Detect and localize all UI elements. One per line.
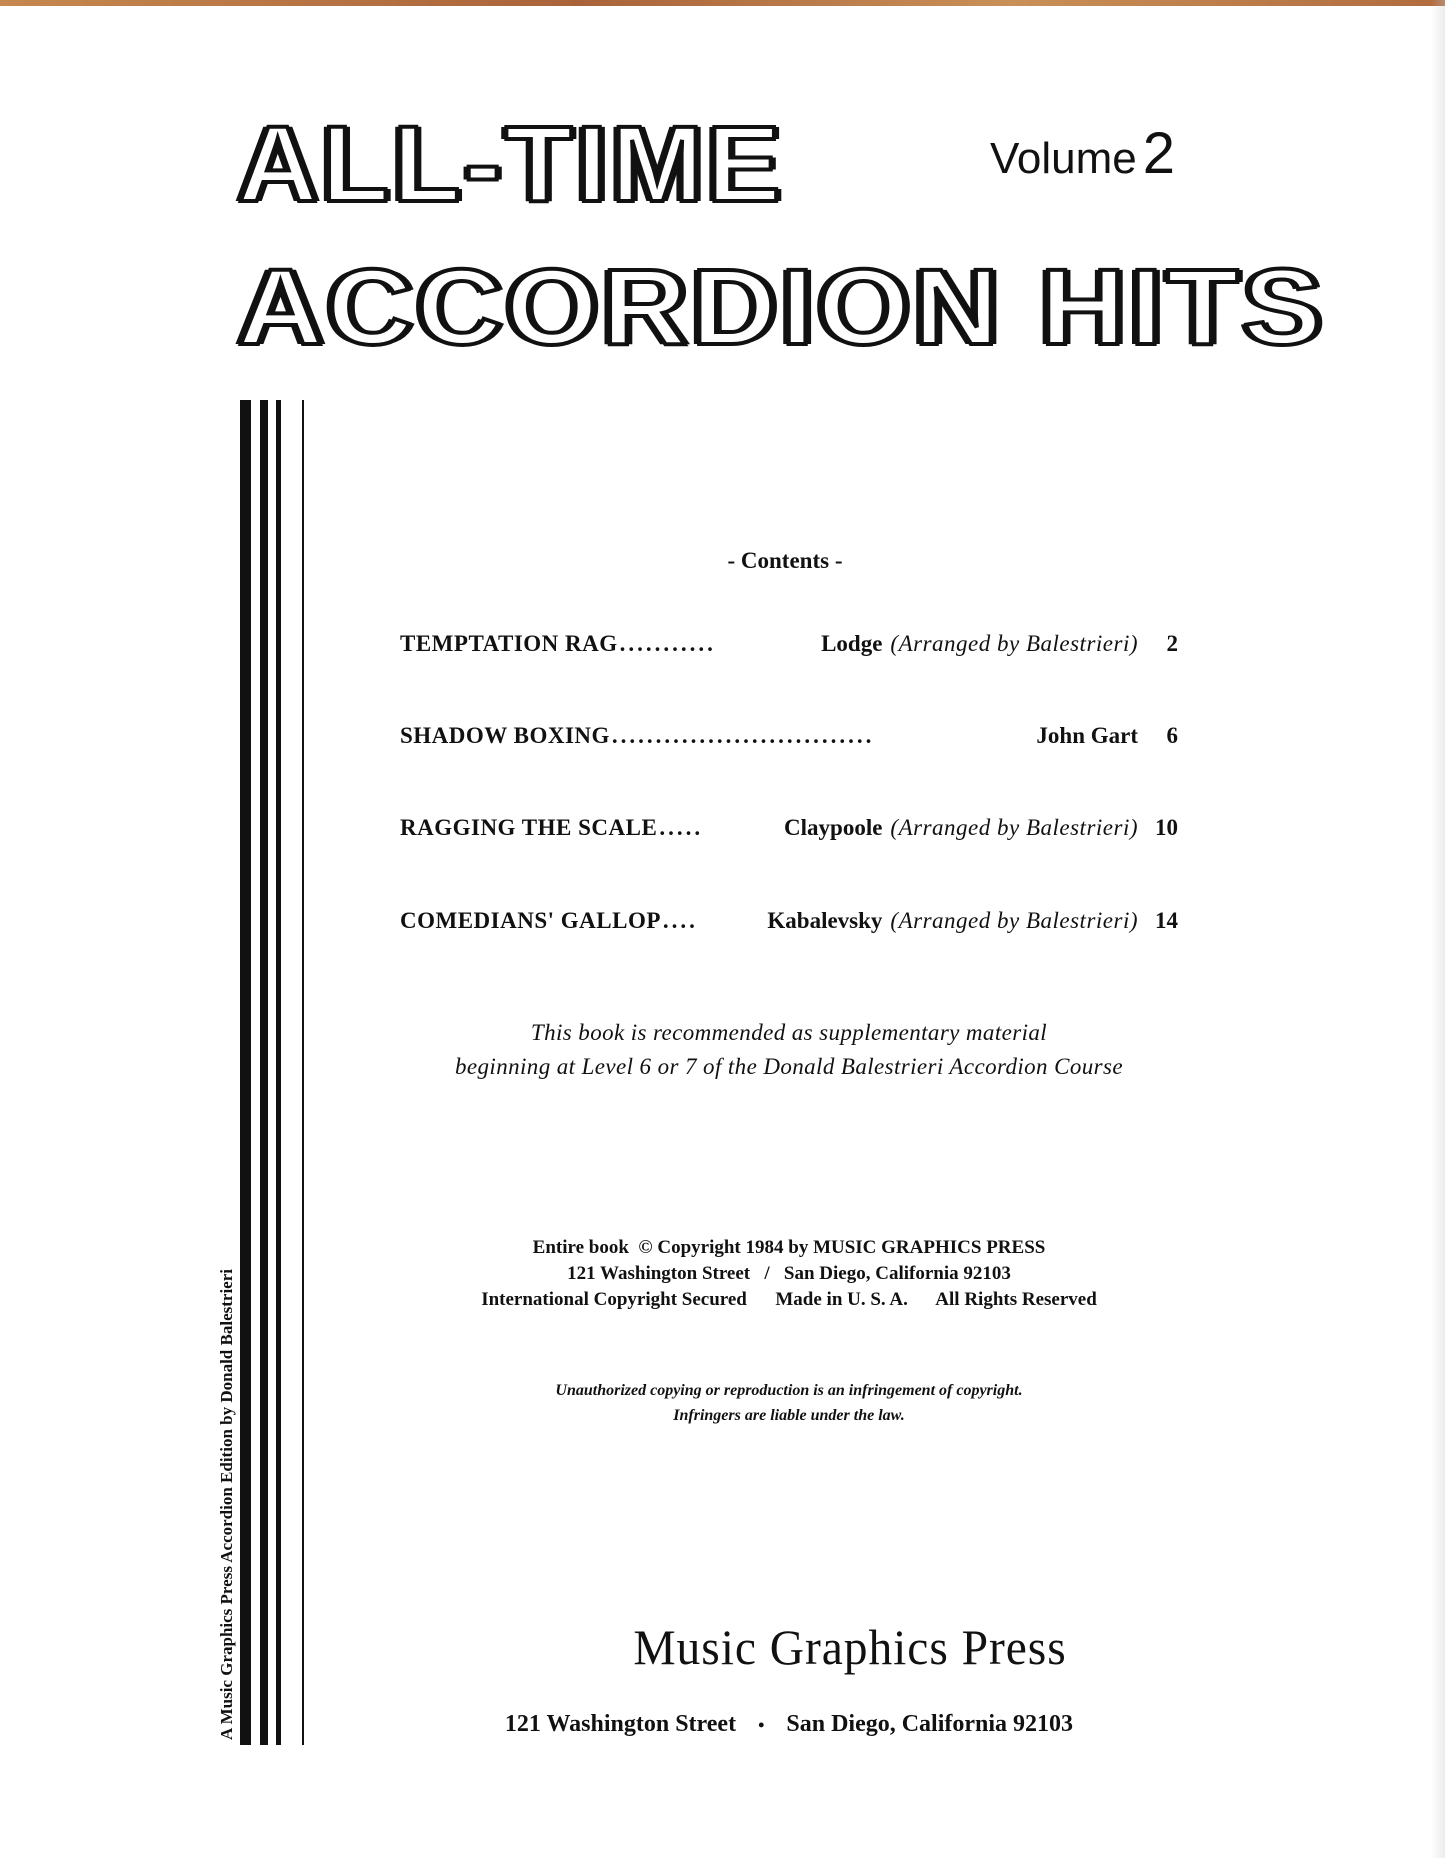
toc-composer: John Gart: [1036, 723, 1138, 748]
publisher-logo: Music Graphics Press: [633, 1619, 1067, 1675]
decorative-stripes: [240, 400, 310, 1745]
toc-entry: [400, 815, 1178, 841]
recommendation-line: This book is recommended as supplementary material: [530, 1020, 1048, 1045]
toc-leader-dots: ...........: [619, 631, 716, 656]
page-edge-shadow: [1431, 0, 1445, 1858]
title-line-1: ALL-TIME: [238, 103, 785, 224]
recommendation-note: [400, 1016, 1178, 1084]
copyright-block: [400, 1235, 1178, 1313]
volume-number: 2: [1142, 121, 1176, 186]
toc-title: TEMPTATION RAG: [400, 631, 618, 656]
recommendation-line: beginning at Level 6 or 7 of the Donald Balestrieri Accordion Course: [455, 1054, 1123, 1079]
stripe: [302, 400, 304, 1745]
toc-leader-dots: ..............................: [611, 723, 875, 748]
toc-title: COMEDIANS' GALLOP: [400, 908, 661, 933]
toc-leader-dots: .....: [659, 815, 704, 840]
toc-page-number: 10: [1155, 815, 1178, 840]
page-top-edge: [0, 0, 1445, 6]
copyright-line: Entire book © Copyright 1984 by MUSIC GRAPHICS PRESS: [532, 1237, 1046, 1258]
publisher-street: 121 Washington Street: [504, 1711, 737, 1737]
toc-leader-dots: ....: [662, 908, 698, 933]
toc-arranger: (Arranged by Balestrieri): [890, 815, 1138, 840]
toc-composer: Claypoole: [784, 815, 883, 840]
toc-entry: [400, 723, 1178, 749]
stripe: [276, 400, 281, 1745]
toc-composer: Kabalevsky: [767, 908, 883, 933]
toc-title: RAGGING THE SCALE: [400, 815, 658, 840]
title-line-2: ACCORDION HITS: [238, 246, 1326, 367]
toc-entry: [400, 908, 1178, 934]
stripe: [260, 400, 268, 1745]
toc-title: SHADOW BOXING: [400, 723, 610, 748]
toc-entry: [400, 631, 1178, 657]
copyright-address-line: 121 Washington Street / San Diego, California 92103: [567, 1263, 1011, 1284]
copyright-notice: [400, 1378, 1178, 1428]
spine-credit: A Music Graphics Press Accordion Edition by Donald Balestrieri: [217, 1269, 236, 1740]
volume-label: [990, 120, 1175, 187]
notice-line: Unauthorized copying or reproduction is an infringement of copyright.: [555, 1382, 1023, 1399]
copyright-rights-line: International Copyright Secured Made in U. S. A. All Rights Reserved: [481, 1289, 1097, 1310]
publisher-address: [400, 1711, 1178, 1738]
toc-page-number: 2: [1166, 631, 1178, 656]
bullet-separator: •: [758, 1714, 765, 1735]
toc-arranger: (Arranged by Balestrieri): [890, 908, 1138, 933]
toc-arranger: (Arranged by Balestrieri): [890, 631, 1138, 656]
toc-page-number: 6: [1166, 723, 1178, 748]
stripe: [240, 400, 251, 1745]
notice-line: Infringers are liable under the law.: [673, 1407, 905, 1424]
volume-word: Volume: [990, 134, 1137, 183]
contents-heading: - Contents -: [727, 548, 843, 573]
publisher-city: San Diego, California 92103: [786, 1711, 1074, 1737]
toc-page-number: 14: [1155, 908, 1178, 933]
toc-composer: Lodge: [821, 631, 883, 656]
